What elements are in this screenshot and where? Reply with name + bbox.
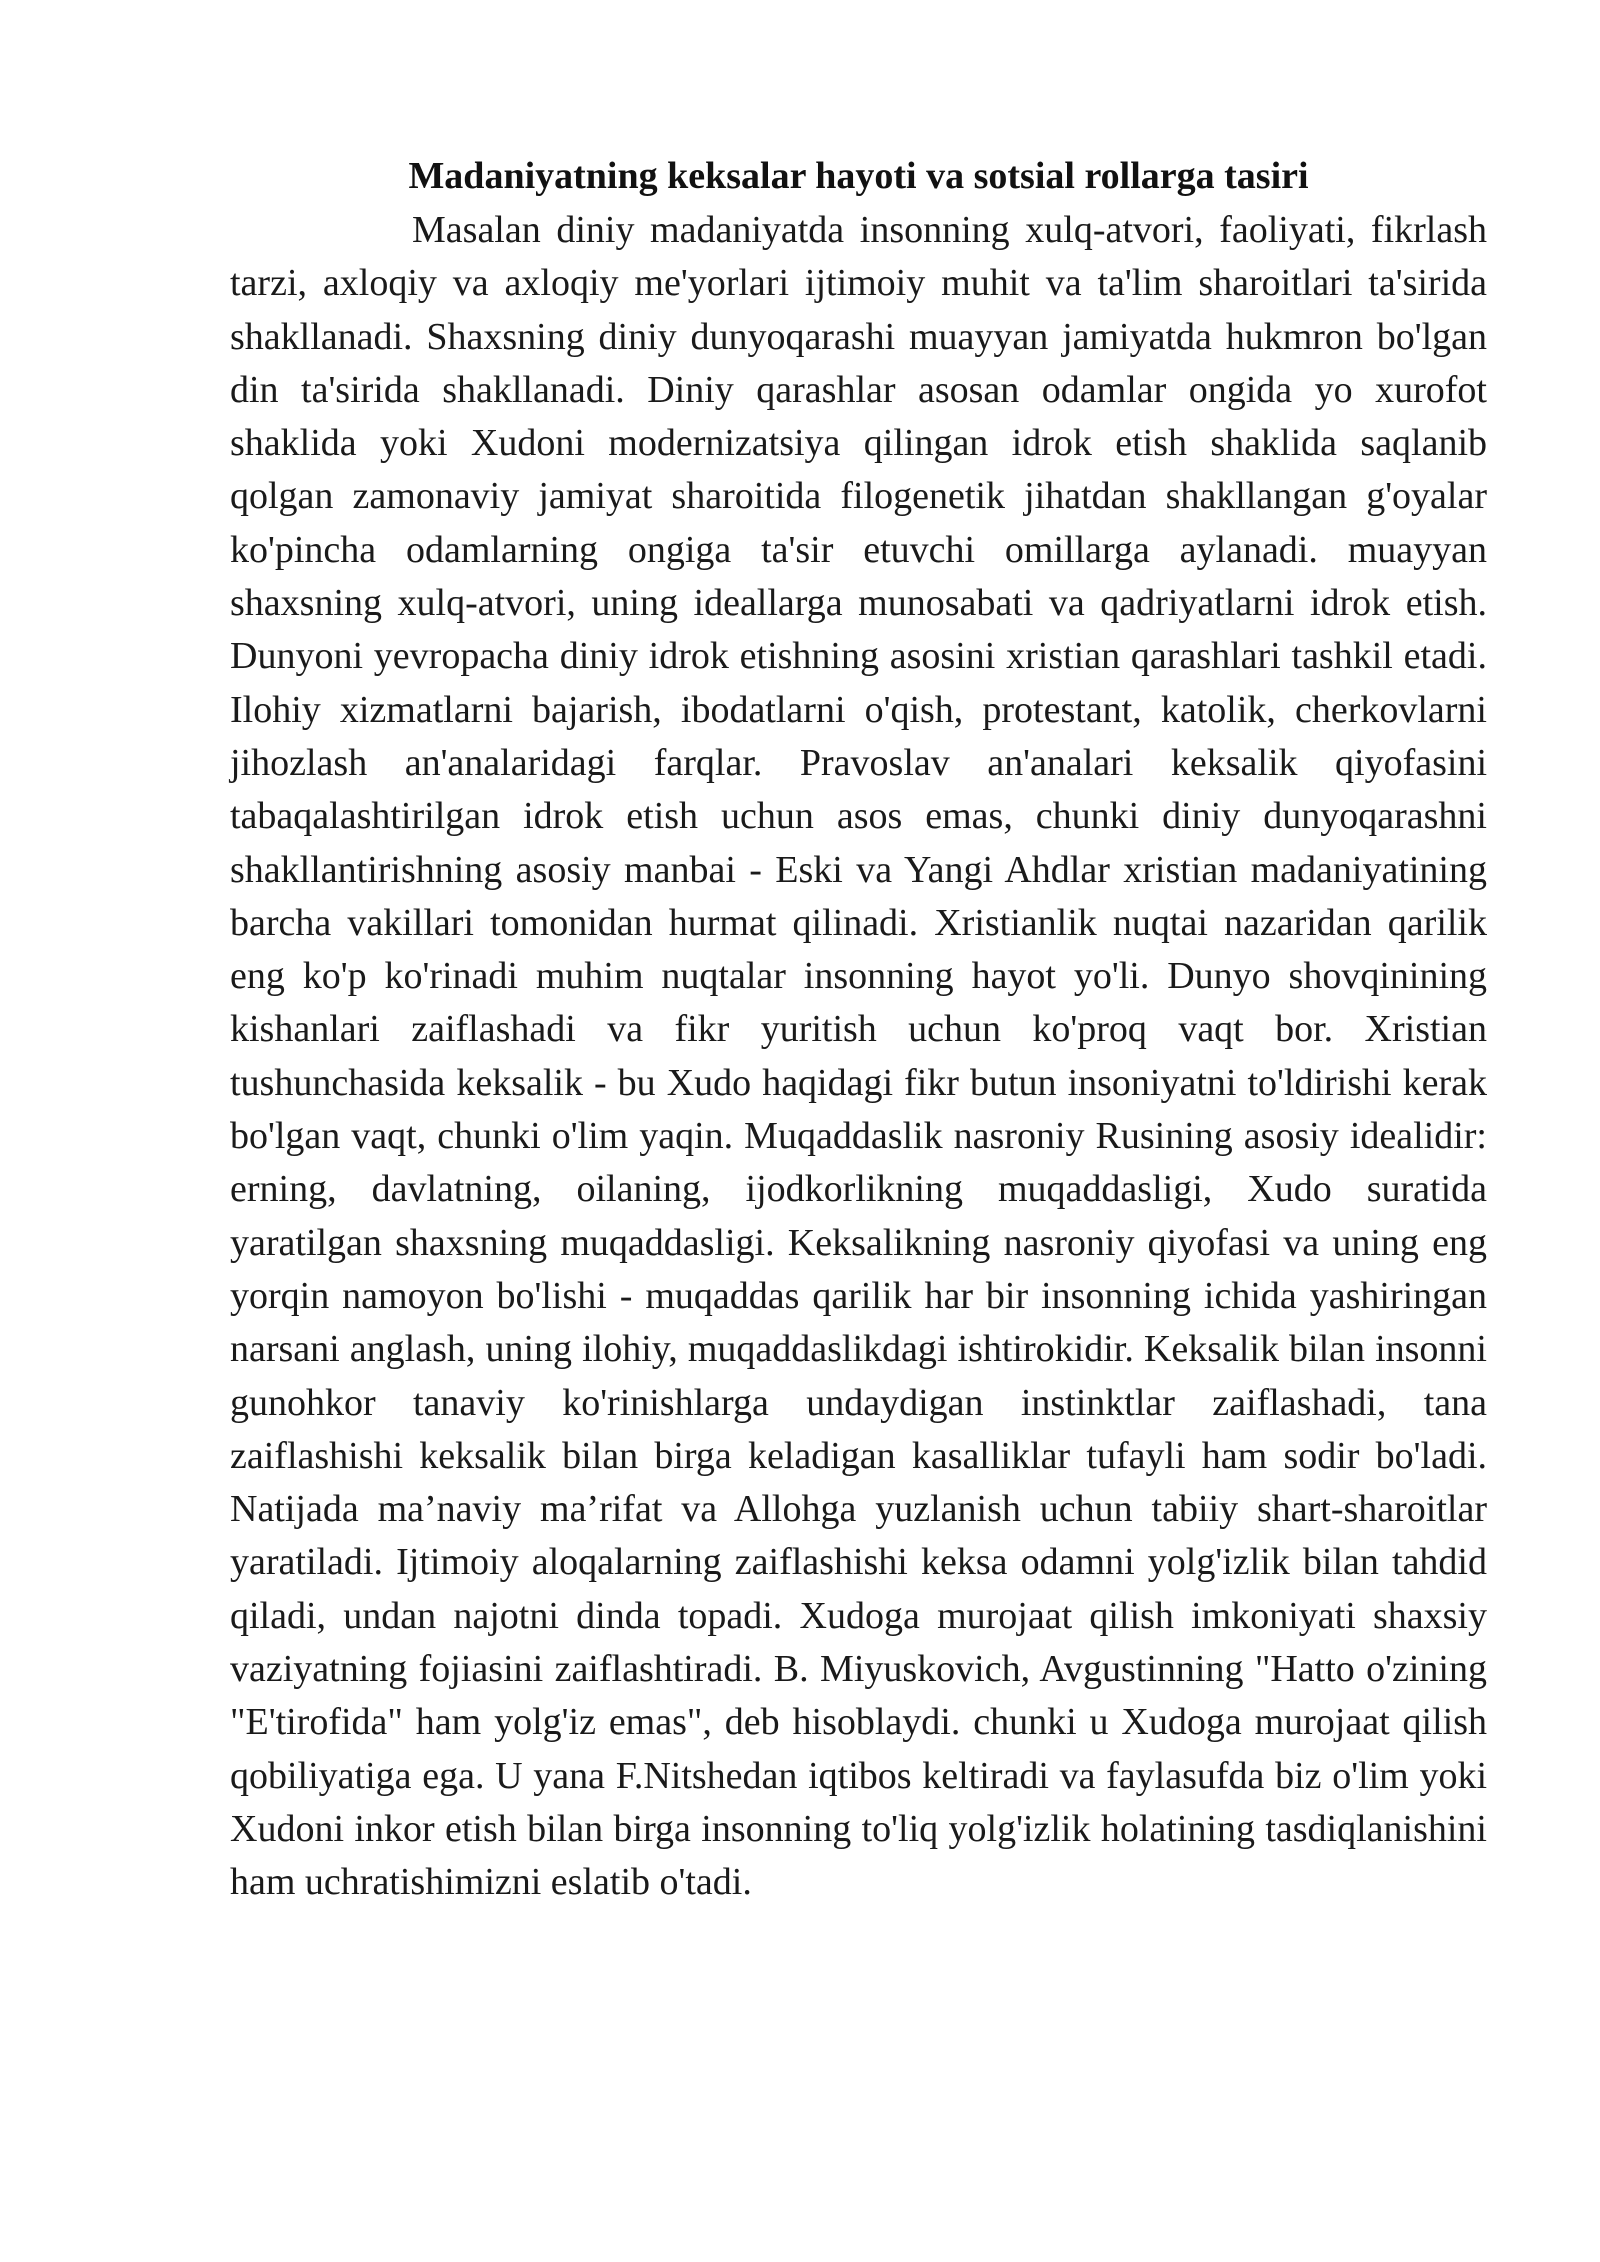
- body-paragraph: Masalan diniy madaniyatda insonning xulq-atvori, faoliyati, fikrlash tarzi, axloqiy va axloqiy me'yorlari ijtimoiy muhit va ta'lim sharoitlari ta'sirida shakllanadi. Shaxsning diniy dunyoqarashi muayyan jamiyatda hukmron bo'lgan din ta'sirida shakllanadi. Diniy qarashlar asosan odamlar ongida yo xurofot shaklida yoki Xudoni modernizatsiya qilingan idrok etish shaklida saqlanib qolgan zamonaviy jamiyat sharoitida filogenetik jihatdan shakllangan g'oyalar ko'pincha odamlarning ongiga ta'sir etuvchi omillarga aylanadi. muayyan shaxsning xulq-atvori, uning ideallarga munosabati va qadriyatlarni idrok etish. Dunyoni yevropacha diniy idrok etishning asosini xristian qarashlari tashkil etadi. Ilohiy xizmatlarni bajarish, ibodatlarni o'qish, protestant, katolik, cherkovlarni jihozlash an'analaridagi farqlar. Pravoslav an'analari keksalik qiyofasini tabaqalashtirilgan idrok etish uchun asos emas, chunki diniy dunyoqarashni shakllantirishning asosiy manbai - Eski va Yangi Ahdlar xristian madaniyatining barcha vakillari tomonidan hurmat qilinadi. Xristianlik nuqtai nazaridan qarilik eng ko'p ko'rinadi muhim nuqtalar insonning hayot yo'li. Dunyo shovqinining kishanlari zaiflashadi va fikr yuritish uchun ko'proq vaqt bor. Xristian tushunchasida keksalik - bu Xudo haqidagi fikr butun insoniyatni to'ldirishi kerak bo'lgan vaqt, chunki o'lim yaqin. Muqaddaslik nasroniy Rusining asosiy idealidir: erning, davlatning, oilaning, ijodkorlikning muqaddasligi, Xudo suratida yaratilgan shaxsning muqaddasligi. Keksalikning nasroniy qiyofasi va uning eng yorqin namoyon bo'lishi - muqaddas qarilik har bir insonning ichida yashiringan narsani anglash, uning ilohiy, muqaddaslikdagi ishtirokidir. Keksalik bilan insonni gunohkor tanaviy ko'rinishlarga undaydigan instinktlar zaiflashadi, tana zaiflashishi keksalik bilan birga keladigan kasalliklar tufayli ham sodir bo'ladi. Natijada ma’naviy ma’rifat va Allohga yuzlanish uchun tabiiy shart-sharoitlar yaratiladi. Ijtimoiy aloqalarning zaiflashishi keksa odamni yolg'izlik bilan tahdid qiladi, undan najotni dinda topadi. Xudoga murojaat qilish imkoniyati shaxsiy vaziyatning fojiasini zaiflashtiradi. B. Miyuskovich, Avgustinning "Hatto o'zining "E'tirofida" ham yolg'iz emas", deb hisoblaydi. chunki u Xudoga murojaat qilish qobiliyatiga ega. U yana F.Nitshedan iqtibos keltiradi va faylasufda biz o'lim yoki Xudoni inkor etish bilan birga insonning to'liq yolg'izlik holatining tasdiqlanishini ham uchratishimizni eslatib o'tadi.: [230, 209, 1487, 1904]
- document-content: [230, 150, 1487, 1910]
- document-title: Madaniyatning keksalar hayoti va sotsial rollarga tasiri: [408, 155, 1309, 197]
